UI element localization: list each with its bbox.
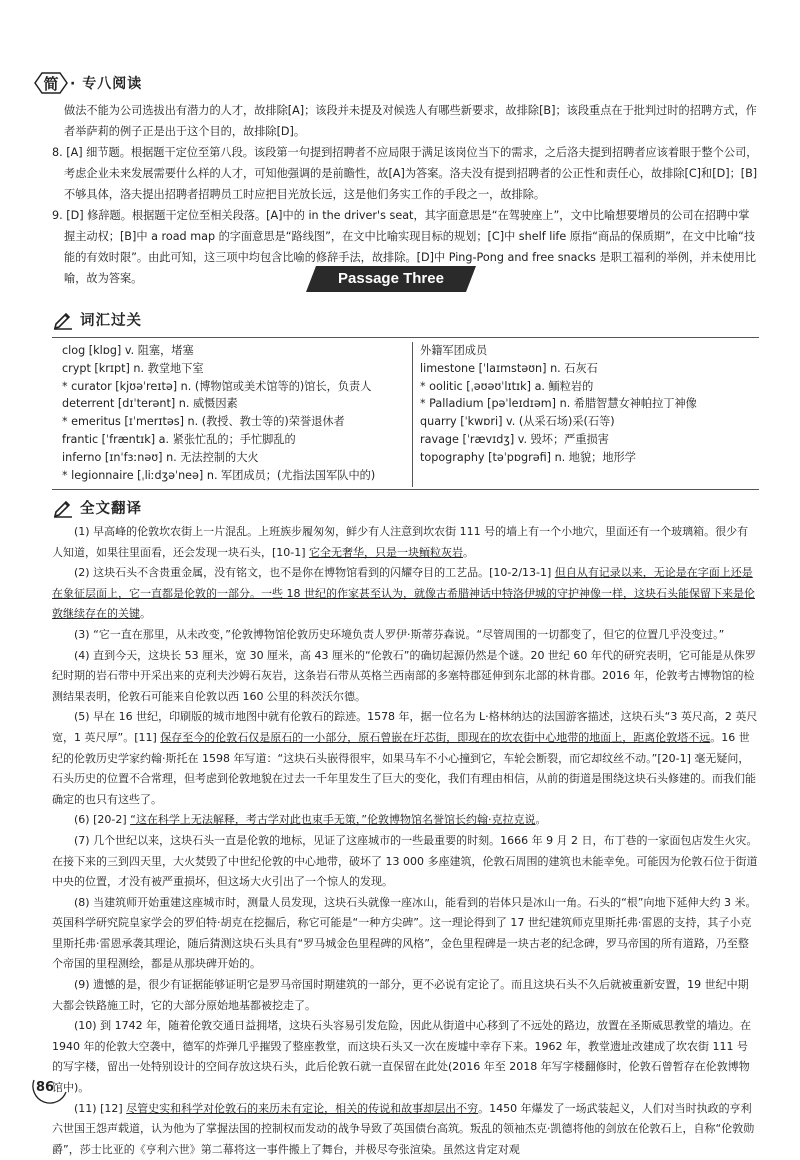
vocab-item: deterrent [dɪˈterənt] n. 威慑因素 — [62, 397, 238, 411]
vocab-item: * Palladium [pəˈleɪdɪəm] n. 希腊智慧女神帕拉丁神像 — [420, 397, 697, 411]
paragraph-underlined: 它全无奢华，只是一块鲕粒灰岩 — [309, 545, 464, 559]
answer-8: 8. [A] 细节题。根据题干定位至第八段。该段第一句提到招聘者不应局限于满足该岗位当下的需求，之后洛夫提到招聘者应该着眼于整个公司，考虑企业未来发展需要什么样的人才，可知他强调的是前瞻性，故[A]为答案。洛夫没有提到招聘者的公正性和责任心，故排除[C]和[D]；[B]不够具体，洛夫提出招聘者招聘员工时应把目光放长远，这是他们务实工作的手段之一，故排除。 — [52, 146, 758, 201]
paragraph-text: (11) [12] — [74, 1101, 127, 1115]
paragraph-text: (4) 直到今天，这块长 53 厘米，宽 30 厘米，高 43 厘米的“伦敦石”的确切起源仍然是个谜。20 世纪 60 年代的研究表明，它可能是从侏罗纪时期的岩石带中开采出来的克利夫沙姆石灰岩，这条岩石带从英格兰西南部的多塞特郡延伸到东北部的林肯郡。2016 年，伦敦考古博物馆的检测结果表明，伦敦石可能来自伦敦以西 160 公里的科茨沃尔德。 — [52, 648, 756, 703]
vocab-item: quarry [ˈkwɒri] v. (从采石场)采(石等) — [420, 415, 615, 429]
translation-paragraph — [52, 1099, 758, 1160]
paragraph-underlined: 但自从有记录以来，无论是在字面上还是在象征层面上，它一直都是伦敦的一部分。一些 18 世纪的作家甚至认为，就像古希腊神话中特洛伊城的守护神像一样，这块石头能保留下来是伦敦继续存在的关键 — [52, 566, 755, 621]
vocab-item: * emeritus [ɪˈmerɪtəs] n. (教授、教士等的)荣誉退休者 — [62, 415, 345, 429]
vocab-right-column — [420, 342, 697, 467]
paragraph-text: (10) 到 1742 年，随着伦敦交通日益拥堵，这块石头容易引发危险，因此从街道中心移到了不远处的路边，放置在圣斯威思教堂的墙边。在 1940 年的伦敦大空袭中，德军的炸弹几乎摧毁了整座教堂，而这块石头又一次在废墟中幸存下来。1962 年，教堂遗址改建成了坎农街 111 号的写字楼，留出一处特别设计的空间存放这块石头，此后伦敦石就一直保留在此处(2016 年至 2018 年写字楼翻修时，伦敦石曾暂存在伦敦博物馆中)。 — [52, 1019, 752, 1095]
translation-paragraph — [52, 810, 758, 831]
vocab-item: crypt [krɪpt] n. 教堂地下室 — [62, 361, 204, 375]
translation-paragraph — [52, 893, 758, 975]
answers-intro-text: 做法不能为公司选拔出有潜力的人才，故排除[A]；该段并未提及对候选人有哪些新要求，故排除[B]；该段重点在于批判过时的招聘方式，作者举萨莉的例子正是出于这个目的，故排除[D]。 — [64, 104, 757, 138]
vocab-item: topography [təˈpɒgrəfi] n. 地貌；地形学 — [420, 450, 636, 464]
vocab-divider — [412, 342, 413, 487]
vocab-item: * legionnaire [ˌliːdʒəˈneə] n. 军团成员；(尤指法国军队中的) — [62, 468, 376, 482]
translation-paragraph — [52, 831, 758, 893]
paragraph-text: 。 — [140, 607, 151, 621]
translation-body — [52, 522, 758, 1160]
vocab-item: frantic [ˈfræntɪk] a. 紧张忙乱的；手忙脚乱的 — [62, 432, 296, 446]
vocab-item: ravage [ˈrævɪdʒ] v. 毁坏；严重损害 — [420, 432, 609, 446]
answers-intro — [64, 100, 758, 142]
translation-paragraph — [52, 563, 758, 625]
translation-section-header — [52, 496, 142, 518]
page-number — [30, 1072, 70, 1112]
paragraph-text: (1) 早高峰的伦敦坎农街上一片混乱。上班族步履匆匆，鲜少有人注意到坎农街 111 号的墙上有一个小地穴，里面还有一个玻璃箱。很少有人知道，如果往里面看，还会发现一块石头，[10-1] — [52, 525, 749, 559]
vocab-item: 外籍军团成员 — [420, 344, 488, 357]
header-title: · 专八阅读 — [70, 76, 143, 92]
page-header — [34, 70, 142, 96]
paragraph-text: 。1450 年爆发了一场武装起义，人们对当时执政的亨利六世国王怨声载道，认为他为了掌握法国的控制权而发动的战争导致了英国债台高筑。叛乱的领袖杰克·凯德将他的剑放在伦敦石上，自称“伦敦勋爵”，莎士比亚的《亨利六世》第二幕将这一事件搬上了舞台，并极尽夸张渲染。虽然这肯定对观 — [52, 1101, 755, 1156]
vocab-item: * oolitic [ˌəʊəʊˈlɪtɪk] a. 鲕粒岩的 — [420, 379, 594, 393]
page-number-text: 86 — [36, 1080, 55, 1095]
header-badge — [34, 72, 68, 94]
translation-paragraph — [52, 707, 758, 810]
paragraph-text: 。 — [463, 545, 475, 559]
vocab-item: inferno [ɪnˈfɜːnəʊ] n. 无法控制的大火 — [62, 450, 259, 464]
vocab-left-column — [62, 342, 375, 484]
paragraph-underlined: “这在科学上无法解释，考古学对此也束手无策，”伦敦博物馆名誉馆长约翰·克拉克说 — [130, 813, 536, 827]
paragraph-underlined: 保存至今的伦敦石仅是原石的一小部分，原石曾嵌在圩芯街，即现在的坎农街中心地带的地面上，距离伦敦塔不远 — [160, 730, 711, 744]
pencil-icon — [52, 496, 74, 518]
pencil-icon — [52, 308, 74, 330]
paragraph-text: (8) 当建筑师开始重建这座城市时，测量人员发现，这块石头就像一座冰山，能看到的岩体只是冰山一角。石头的“根”向地下延伸大约 3 米。英国科学研究院皇家学会的罗伯特·胡克在挖掘后，称它可能是“一种方尖碑”。这一理论得到了 17 世纪建筑师克里斯托弗·雷恩的支持，其子小克里斯托弗·雷恩承袭其理论，随后猜测这块石头具有“罗马城金色里程碑的风格”，金色里程碑是一块古老的纪念碑，罗马帝国的所有道路，乃至整个帝国的里程测绘，都是从那块碑开始的。 — [52, 895, 757, 971]
passage-title: Passage Three — [338, 270, 444, 287]
paragraph-text: (2) 这块石头不含贵重金属，没有铭文，也不是你在博物馆看到的闪耀夺目的工艺品。[10-2/13-1] — [74, 566, 555, 580]
translation-paragraph — [52, 646, 758, 708]
translation-paragraph — [52, 522, 758, 563]
vocab-box — [52, 337, 759, 490]
vocab-item: clog [klɒg] v. 阻塞，堵塞 — [62, 344, 194, 357]
translation-paragraph — [52, 1016, 758, 1098]
passage-banner — [306, 266, 476, 292]
paragraph-text: 。 — [535, 813, 547, 827]
paragraph-text: (9) 遗憾的是，很少有证据能够证明它是罗马帝国时期建筑的一部分，更不必说有定论了。而且这块石头不久后就被重新安置，19 世纪中期大都会铁路施工时，它的大部分原始地基都被挖走了。 — [52, 978, 749, 1012]
header-badge-text: 简 — [43, 74, 59, 93]
translation-title: 全文翻译 — [80, 500, 142, 517]
vocab-item: * curator [kjʊəˈreɪtə] n. (博物馆或美术馆等的)馆长，负责人 — [62, 379, 372, 393]
paragraph-text: (7) 几个世纪以来，这块石头一直是伦敦的地标，见证了这座城市的一些最重要的时刻。1666 年 9 月 2 日，布丁巷的一家面包店发生火灾。在接下来的三到四天里，大火焚毁了中世纪伦敦的中心地带，破坏了 13 000 多座建筑，伦敦石周围的建筑也未能幸免。可能因为伦敦石位于街道中央的位置，才没有被严重损坏，但这场大火引出了一个惊人的发现。 — [52, 833, 758, 889]
paragraph-text: (3) “它一直在那里，从未改变，”伦敦博物馆伦敦历史环境负责人罗伊·斯蒂芬森说。“尽管周围的一切都变了，但它的位置几乎没变过。” — [74, 627, 725, 641]
paragraph-text: (5) 早在 16 世纪，印刷版的城市地图中就有伦敦石的踪迹。1578 年，据一位名为 L·格林纳达的法国游客描述，这块石头“3 英尺高，2 英尺宽，1 英尺厚”。[11] — [52, 710, 758, 744]
answer-9: 9. [D] 修辞题。根据题干定位至相关段落。[A]中的 in the driver's seat，其字面意思是“在驾驶座上”，文中比喻想要增员的公司在招聘中掌握主动权；[B]中 a road map 的字面意思是“路线图”，在文中比喻实现目标的规划；[C]中 shelf life 原指“商品的保质期”，在文中比喻“技能的有效时限”。由此可知，这三项中均包含比喻的修辞手法，故排除。[D]中 Ping-Pong and free snacks 是职工福利的举例，并未使用比喻，故为答案。 — [52, 209, 757, 285]
paragraph-text: 。16 世纪的伦敦历史学家约翰·斯托在 1598 年写道：“这块石头嵌得很牢，如果马车不小心撞到它，车轮会断裂，而它却纹丝不动。”[20-1] 毫无疑问，石头历史的位置不合常理，但考虑到伦敦地貌在过去一千年里发生了巨大的变化，我们有理由相信，从前的街道是围绕这块石头修建的。而我们能确定的也只有这些了。 — [52, 730, 756, 806]
translation-paragraph — [52, 625, 758, 646]
translation-paragraph — [52, 975, 758, 1016]
vocab-section-header — [52, 308, 142, 330]
paragraph-text: (6) [20-2] — [74, 813, 131, 827]
vocab-title: 词汇过关 — [80, 312, 142, 329]
paragraph-underlined: 尽管史实和科学对伦敦石的来历未有定论，相关的传说和故事却层出不穷 — [126, 1101, 479, 1115]
vocab-item: limestone [ˈlaɪmstəʊn] n. 石灰石 — [420, 361, 598, 375]
